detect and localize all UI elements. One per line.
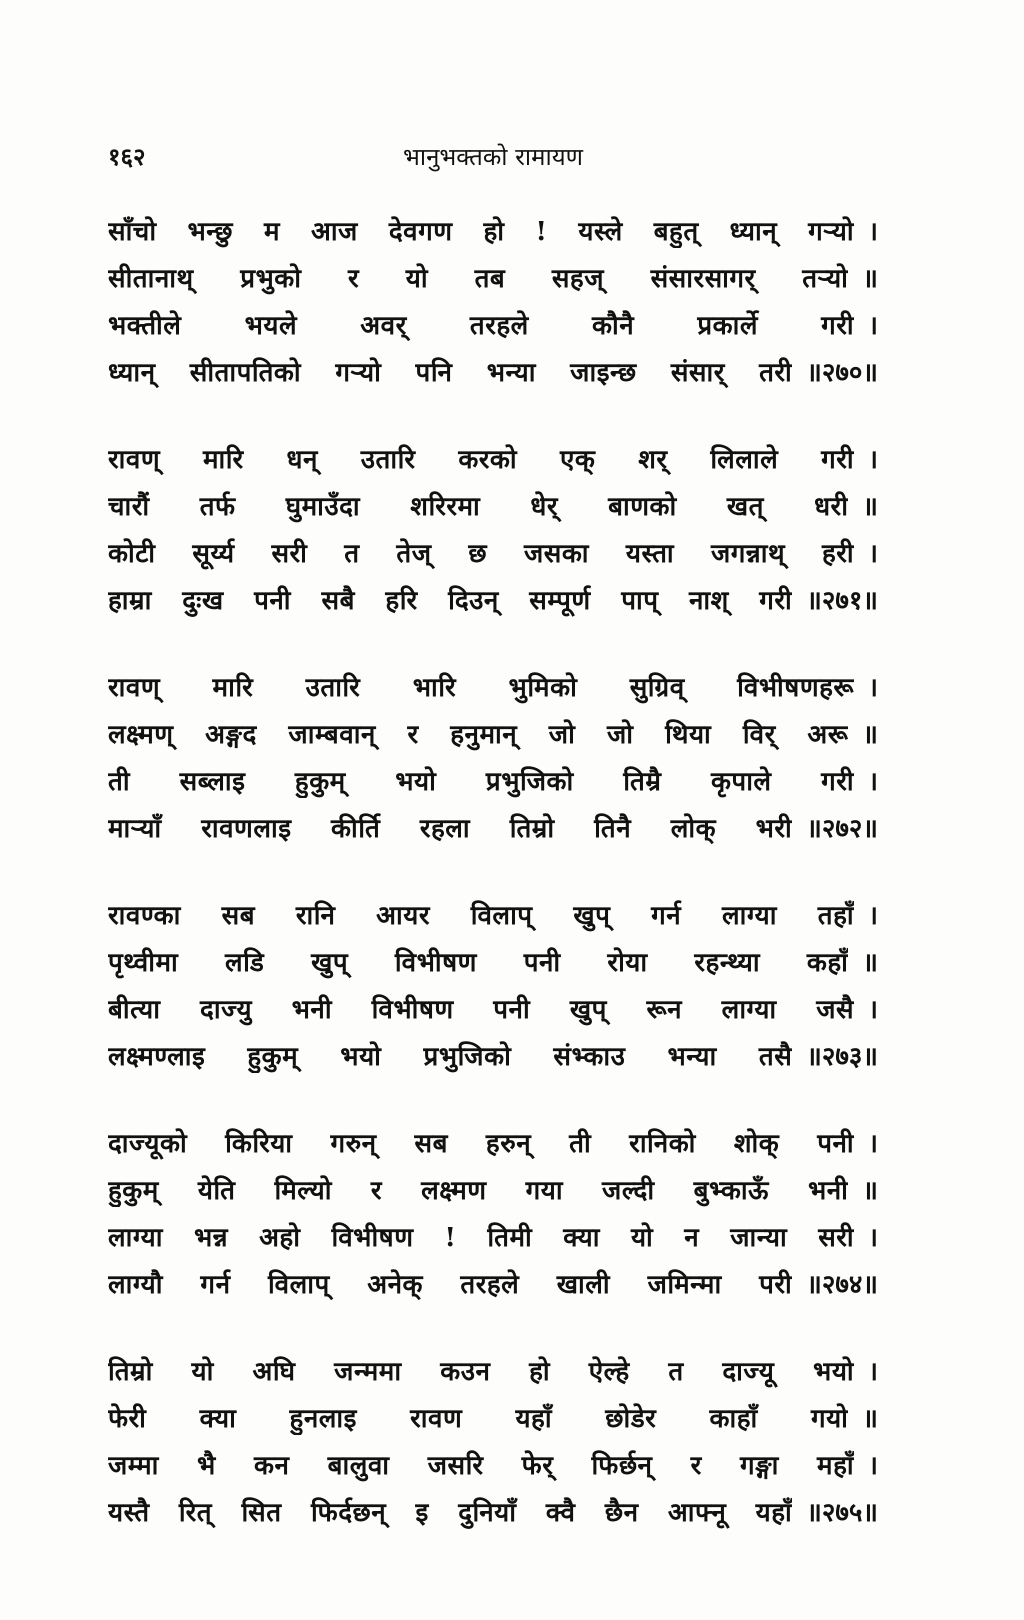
verse-mark: ॥ [862,948,878,978]
verse-body [108,212,878,1580]
verse-text: यस्तै रित् सित फिर्दछन् इ दुनियाँ क्वै छैन आफ्नू यहाँ [108,1498,793,1528]
verse-text: रावण्का सब रानि आयर विलाप् खुप् गर्न लाग्या तहाँ [108,901,855,931]
verse-line [108,896,878,943]
verse-line [108,1037,878,1084]
verse-line [108,487,878,534]
verse-text: लक्ष्मण्लाइ हुकुम् भयो प्रभुजिको संभ्काउ भन्या तसै [108,1042,793,1072]
verse-text: दाज्यूको किरिया गरुन् सब हरुन् ती रानिको शोक् पनी [108,1129,855,1159]
verse-line [108,534,878,581]
verse-mark: ॥ [862,1404,878,1434]
verse-text: ध्यान् सीतापतिको गर्‍यो पनि भन्या जाइन्छ संसार् तरी [108,358,793,388]
verse-text: चारौं तर्फ घुमाउँदा शरिरमा धेर् बाणको खत् धरी [108,492,849,522]
verse-text: मार्‍याँ रावणलाइ कीर्ति रहला तिम्रो तिनै लोक् भरी [108,814,793,844]
verse-text: रावण् मारि धन् उतारि करको एक् शर् लिलाले गरी [108,445,855,475]
verse-number: ॥२७२॥ [806,814,878,844]
stanza-271 [108,440,878,628]
verse-text: हाम्रा दुःख पनी सबै हरि दिउन् सम्पूर्ण पाप् नाश् गरी [108,586,793,616]
verse-mark: । [868,539,878,569]
verse-mark: । [868,767,878,797]
verse-number: ॥२७५॥ [806,1498,878,1528]
verse-text: कोटी सूर्य्य सरी त तेज् छ जसका यस्ता जगन्नाथ् हरी [108,539,855,569]
verse-mark: । [868,1223,878,1253]
verse-number: ॥२७३॥ [806,1042,878,1072]
verse-number: ॥२७०॥ [806,358,878,388]
stanza-270 [108,212,878,400]
verse-text: फेरी क्या हुनलाइ रावण यहाँ छोडेर काहाँ गयो [108,1404,849,1434]
verse-line [108,212,878,259]
page-header [108,140,878,180]
running-head: भानुभक्तको रामायण [403,143,583,171]
verse-mark: । [868,1451,878,1481]
verse-mark: ॥ [862,264,878,294]
verse-line [108,715,878,762]
verse-mark: । [868,995,878,1025]
verse-line [108,1171,878,1218]
verse-line [108,259,878,306]
verse-line [108,943,878,990]
verse-line [108,1352,878,1399]
verse-line [108,762,878,809]
verse-mark: । [868,1129,878,1159]
verse-line [108,809,878,856]
verse-text: भक्तीले भयले अवर् तरहले कौनै प्रकार्ले गरी [108,311,855,341]
verse-text: रावण् मारि उतारि भारि भुमिको सुग्रिव् विभीषणहरू [108,673,855,703]
verse-line [108,1446,878,1493]
verse-line [108,306,878,353]
stanza-273 [108,896,878,1084]
verse-mark: ॥ [862,492,878,522]
page-number: १६२ [108,142,146,171]
verse-mark: । [868,1357,878,1387]
verse-text: साँचो भन्छु म आज देवगण हो ! यस्ले बहुत् ध्यान् गर्‍यो [108,217,855,247]
verse-text: जम्मा भै कन बालुवा जसरि फेर् फिर्छन् र गङ्गा महाँ [108,1451,855,1481]
verse-text: ती सब्लाइ हुकुम् भयो प्रभुजिको तिम्रै कृपाले गरी [108,767,855,797]
verse-number: ॥२७१॥ [806,586,878,616]
verse-mark: । [868,901,878,931]
verse-text: लक्ष्मण् अङ्गद जाम्बवान् र हनुमान् जो जो थिया विर् अरू [108,720,849,750]
verse-mark: । [868,217,878,247]
verse-text: पृथ्वीमा लडि खुप् विभीषण पनी रोया रहन्थ्या कहाँ [108,948,849,978]
stanza-272 [108,668,878,856]
verse-line [108,581,878,628]
verse-text: हुकुम् येति मिल्यो र लक्ष्मण गया जल्दी बुभ्काऊँ भनी [108,1176,849,1206]
verse-line [108,1399,878,1446]
stanza-274 [108,1124,878,1312]
verse-line [108,1218,878,1265]
verse-line [108,440,878,487]
verse-text: बीत्या दाज्यु भनी विभीषण पनी खुप् रून लाग्या जसै [108,995,855,1025]
verse-mark: । [868,673,878,703]
verse-mark: । [868,445,878,475]
verse-line [108,1265,878,1312]
verse-text: लाग्यौ गर्न विलाप् अनेक् तरहले खाली जमिन्मा परी [108,1270,793,1300]
stanza-275 [108,1352,878,1540]
verse-text: तिम्रो यो अघि जन्ममा कउन हो ऐल्हे त दाज्यू भयो [108,1357,855,1387]
verse-mark: ॥ [862,1176,878,1206]
verse-line [108,668,878,715]
verse-number: ॥२७४॥ [806,1270,878,1300]
verse-text: लाग्या भन्न अहो विभीषण ! तिमी क्या यो न जान्या सरी [108,1223,855,1253]
verse-line [108,990,878,1037]
verse-mark: ॥ [862,720,878,750]
verse-text: सीतानाथ् प्रभुको र यो तब सहज् संसारसागर् तर्‍यो [108,264,849,294]
verse-mark: । [868,311,878,341]
verse-line [108,353,878,400]
verse-line [108,1493,878,1540]
verse-line [108,1124,878,1171]
